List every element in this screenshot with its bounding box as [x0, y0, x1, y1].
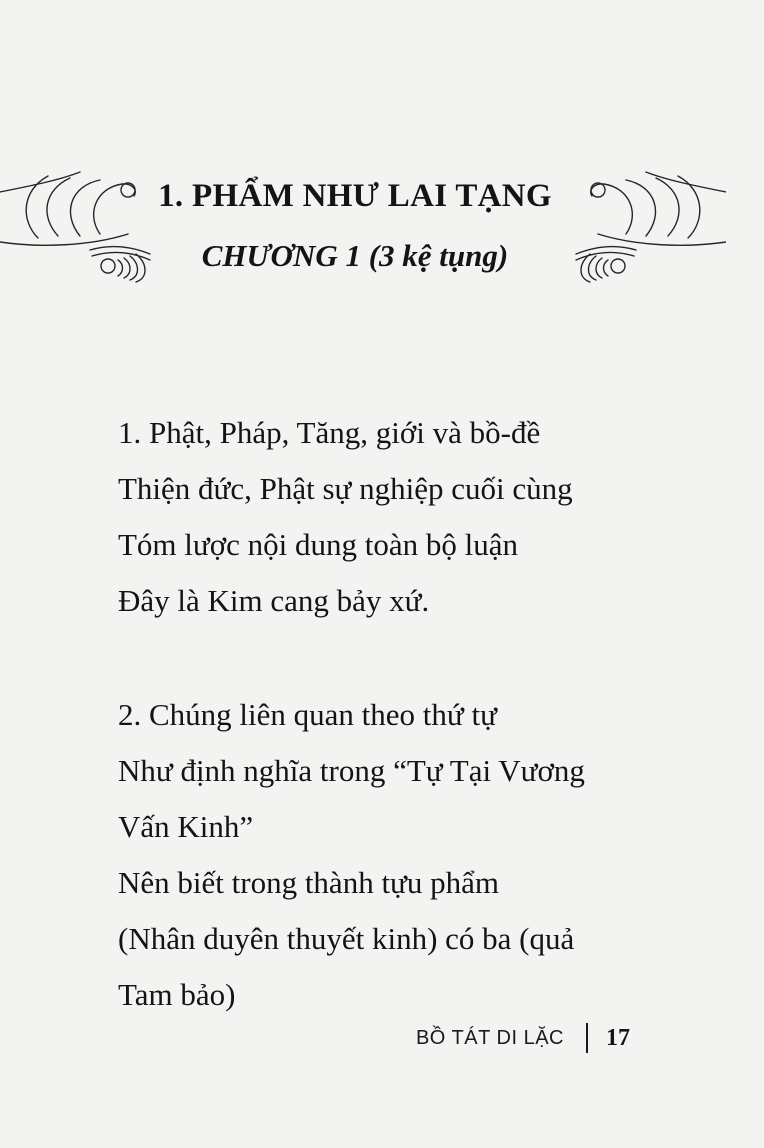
verse-line: 1. Phật, Pháp, Tăng, giới và bồ-đề: [118, 415, 541, 450]
page-number: 17: [606, 1024, 630, 1051]
verse-line: (Nhân duyên thuyết kinh) có ba (quả: [118, 921, 575, 956]
scroll-flourish-icon: [566, 150, 726, 290]
chapter-subtitle: CHƯƠNG 1 (3 kệ tụng): [201, 238, 509, 273]
stanza-2: [118, 687, 678, 1023]
verse-line: 2. Chúng liên quan theo thứ tự: [118, 697, 497, 732]
chapter-header: [0, 150, 764, 300]
verse-line: Đây là Kim cang bảy xứ.: [118, 583, 430, 618]
verse-line: Vấn Kinh”: [118, 809, 254, 844]
verse-line: Tóm lược nội dung toàn bộ luận: [118, 527, 518, 562]
footer-divider: [586, 1023, 588, 1053]
verse-line: Như định nghĩa trong “Tự Tại Vương: [118, 753, 585, 788]
stanza-1: [118, 405, 678, 629]
verse-line: Nên biết trong thành tựu phẩm: [118, 865, 499, 900]
page-footer: [416, 1018, 630, 1058]
verse-line: Thiện đức, Phật sự nghiệp cuối cùng: [118, 471, 573, 506]
verse-body: [118, 405, 678, 1081]
running-head: BỒ TÁT DI LẶC: [415, 1026, 564, 1049]
chapter-title: 1. PHẨM NHƯ LAI TẠNG: [158, 178, 552, 214]
verse-line: Tam bảo): [118, 977, 236, 1012]
